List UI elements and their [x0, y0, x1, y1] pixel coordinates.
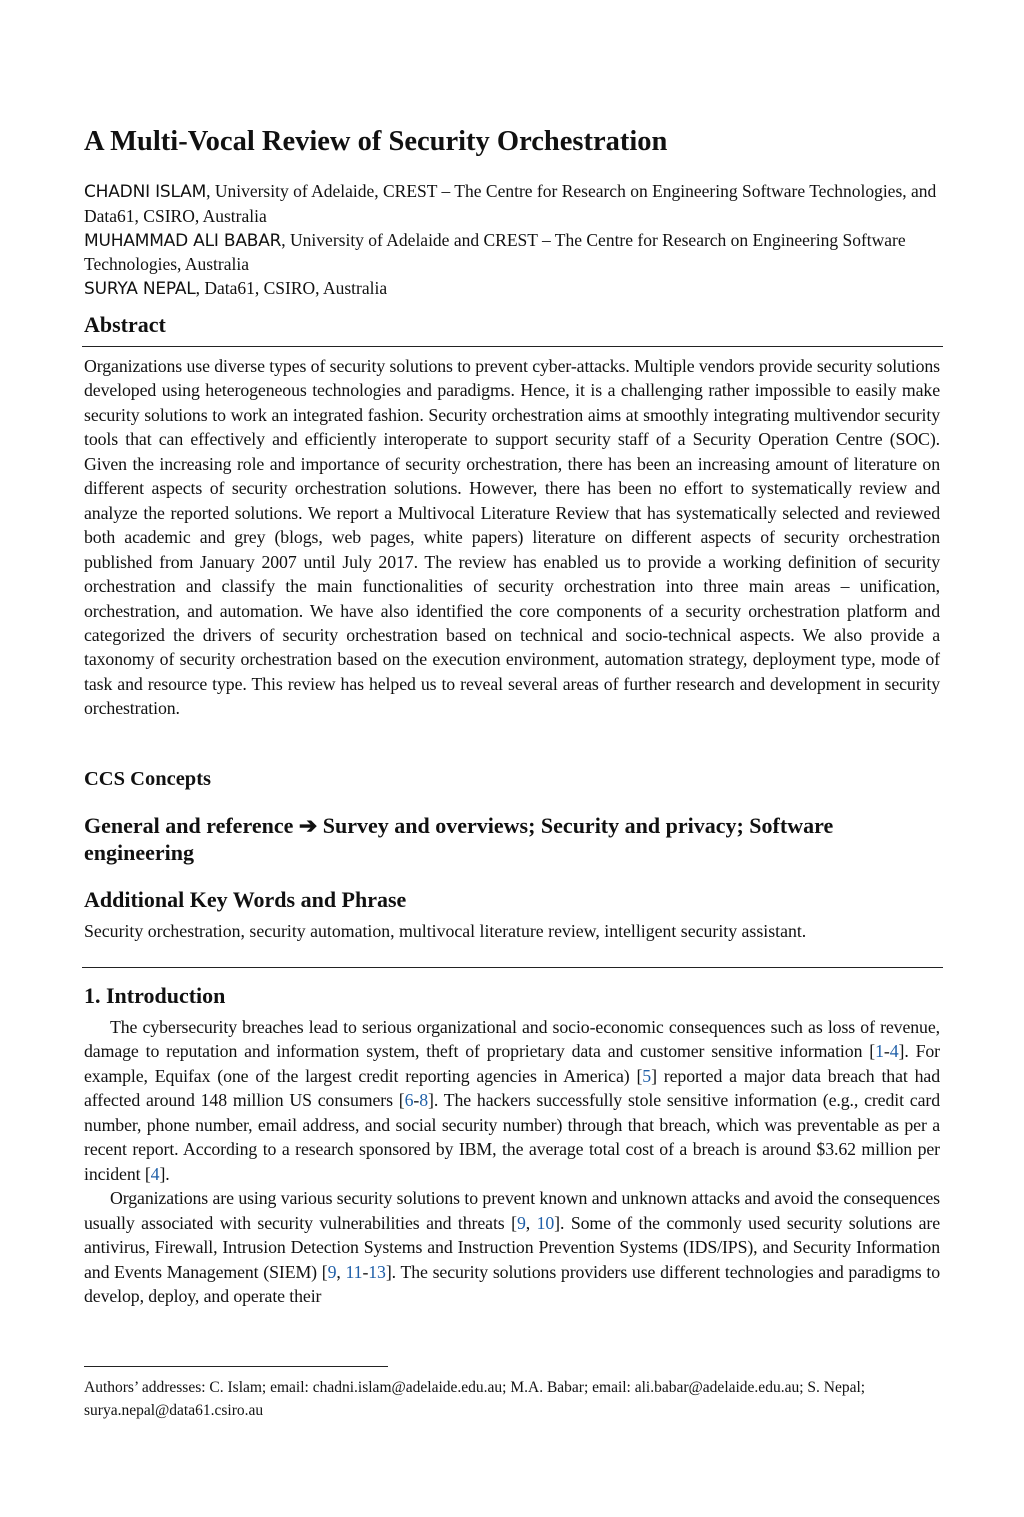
text-run: - [413, 1090, 420, 1111]
author-affiliation: , University of Adelaide, CREST – The Centre for Research on Engineering Software Technologies, and Data61, CSIRO, Australia [84, 181, 937, 226]
citation-link[interactable]: 6 [404, 1090, 414, 1111]
ccs-concepts: General and reference ➔ Survey and overviews; Security and privacy; Software engineering [84, 813, 834, 865]
citation-link[interactable]: 9 [327, 1261, 337, 1282]
introduction-heading: 1. Introduction [84, 983, 226, 1008]
text-run: Organizations are using various security solutions to prevent known and unknown attacks and avoid the consequences usually associated with security vulnerabilities and threats [ [84, 1188, 940, 1233]
author-name: MUHAMMAD ALI BABAR [84, 230, 282, 251]
citation-link[interactable]: 1 [875, 1041, 884, 1062]
text-run: , [336, 1261, 346, 1282]
introduction-paragraph [84, 1015, 940, 1186]
author-list [84, 180, 944, 302]
text-run: ]. [159, 1163, 170, 1184]
author-affiliation: , University of Adelaide and CREST – The Centre for Research on Engineering Software Technologies, Australia [84, 229, 906, 275]
keywords-heading: Additional Key Words and Phrase [84, 887, 407, 912]
footnote: Authors’ addresses: C. Islam; email: chadni.islam@adelaide.edu.au; M.A. Babar; email: ali.babar@adelaide.edu.au; S. Nepal; surya.nepal@data61.csiro.au [84, 1379, 866, 1419]
paper-title: A Multi-Vocal Review of Security Orchestration [84, 126, 668, 157]
text-run: ]. The security solutions providers use different technologies and paradigms to develop, deploy, and operate their [84, 1261, 940, 1306]
text-run: - [362, 1261, 369, 1282]
ccs-heading: CCS Concepts [84, 768, 211, 790]
citation-link[interactable]: 5 [642, 1065, 652, 1086]
abstract-text: Organizations use diverse types of security solutions to prevent cyber-attacks. Multiple vendors provide security solutions developed using heterogeneous technologies and paradigms. Hence, it is a challenging rather impossible to easily make security solutions to work an integrated fashion. Security orchestration aims at smoothly integrating multivendor security tools that can effectively and efficiently interoperate to support security staff of a Security Operation Centre (SOC). Given the increasing role and importance of security orchestration, there has been an increasing amount of literature on different aspects of security orchestration solutions. However, there has been no effort to systematically review and analyze the reported solutions. We report a Multivocal Literature Review that has systematically selected and reviewed both academic and grey (blogs, web pages, white papers) literature on different aspects of security orchestration published from January 2007 until July 2017. The review has enabled us to provide a working definition of security orchestration and classify the main functionalities of security orchestration into three main areas – unification, orchestration, and automation. We have also identified the core components of a security orchestration platform and categorized the drivers of security orchestration based on technical and socio-technical aspects. We also provide a taxonomy of security orchestration based on the execution environment, automation strategy, deployment type, mode of task and resource type. This review has helped us to reveal several areas of further research and development in security orchestration. [84, 356, 940, 719]
citation-link[interactable]: 8 [419, 1090, 429, 1111]
author-name: SURYA NEPAL [84, 279, 196, 300]
text-run: ]. The hackers successfully stole sensitive information (e.g., credit card number, phone number, email address, and social security number) through that breach, which was preventable as per a recent report. According to a research sponsored by IBM, the average total cost of a breach is around $3.62 million per incident [ [84, 1090, 940, 1184]
text-run: The cybersecurity breaches lead to serious organizational and socio-economic consequences such as loss of revenue, damage to reputation and information system, theft of proprietary data and customer sensitive information [ [84, 1017, 940, 1062]
introduction-body [84, 1015, 940, 1308]
text-run: ]. Some of the commonly used security solutions are antivirus, Firewall, Intrusion Detection Systems and Instruction Prevention Systems (IDS/IPS), and Security Information and Events Management (SIEM) [ [84, 1212, 941, 1282]
citation-link[interactable]: 4 [150, 1163, 160, 1184]
text-run: , [525, 1212, 537, 1233]
section-divider [82, 967, 943, 968]
author-entry [84, 277, 944, 302]
author-entry [84, 180, 944, 229]
citation-link[interactable]: 4 [889, 1041, 899, 1062]
abstract-divider [82, 346, 943, 347]
citation-link[interactable]: 10 [536, 1212, 555, 1233]
author-name: CHADNI ISLAM [84, 182, 207, 202]
abstract-heading: Abstract [84, 312, 166, 337]
text-run: ] reported a major data breach that had affected around 148 million US consumers [ [84, 1065, 941, 1111]
author-entry [84, 229, 944, 278]
citation-link[interactable]: 13 [368, 1261, 386, 1282]
author-affiliation: , Data61, CSIRO, Australia [195, 278, 388, 299]
text-run: - [883, 1041, 890, 1062]
introduction-paragraph [84, 1186, 940, 1308]
text-run: ]. For example, Equifax (one of the largest credit reporting agencies in America) [ [84, 1041, 940, 1086]
keywords-text: Security orchestration, security automation, multivocal literature review, intelligent security assistant. [84, 921, 807, 941]
footnote-divider [84, 1366, 388, 1367]
citation-link[interactable]: 9 [516, 1212, 526, 1233]
citation-link[interactable]: 11 [345, 1261, 363, 1282]
